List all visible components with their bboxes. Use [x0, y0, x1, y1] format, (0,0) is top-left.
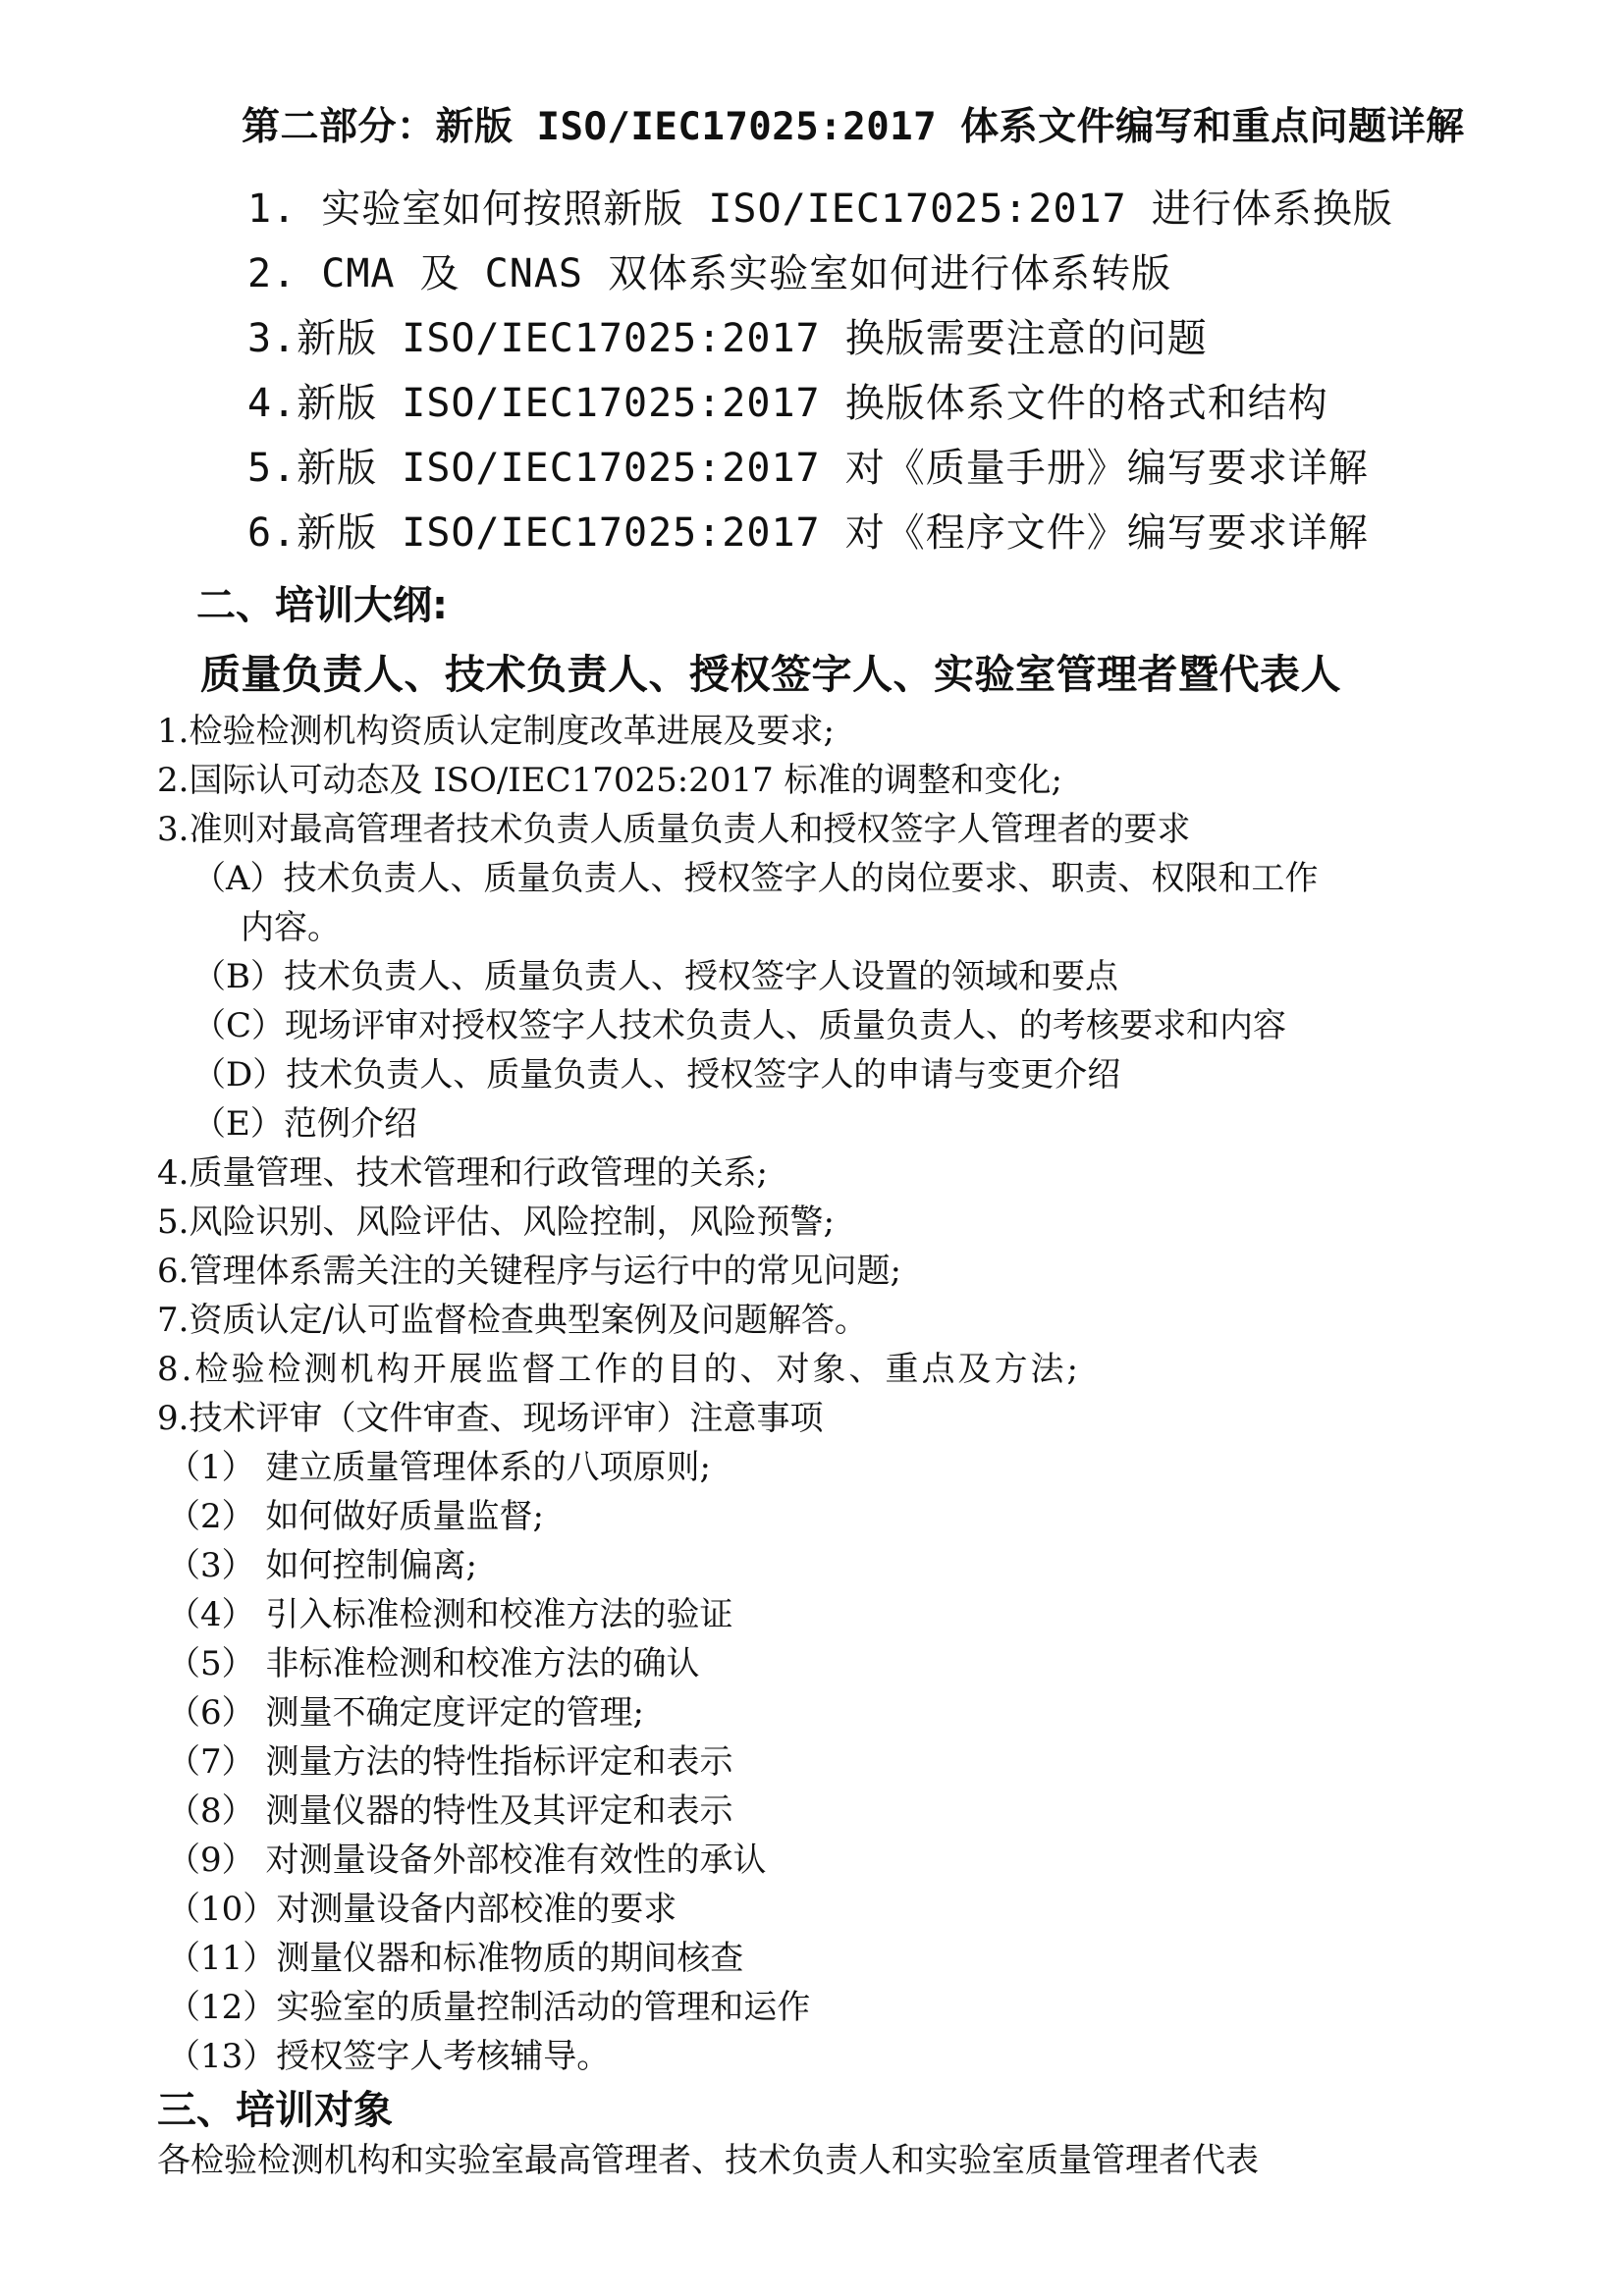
outline-item: 8.检验检测机构开展监督工作的目的、对象、重点及方法;: [157, 1350, 1081, 1389]
outline-sub-item: （D）技术负责人、质量负责人、授权签字人的申请与变更介绍: [192, 1055, 1121, 1095]
review-item: （4） 引入标准检测和校准方法的验证: [167, 1595, 733, 1634]
outline-item: 1.检验检测机构资质认定制度改革进展及要求;: [157, 712, 835, 751]
outline-item: 3.准则对最高管理者技术负责人质量负责人和授权签字人管理者的要求: [157, 810, 1191, 849]
part-two-item: 1. 实验室如何按照新版 ISO/IEC17025:2017 进行体系换版: [247, 187, 1393, 232]
review-item: （6） 测量不确定度评定的管理;: [167, 1693, 644, 1733]
review-item: （1） 建立质量管理体系的八项原则;: [167, 1448, 711, 1487]
outline-heading: 二、培训大纲:: [196, 583, 448, 628]
audience-text: 各检验检测机构和实验室最高管理者、技术负责人和实验室质量管理者代表: [157, 2141, 1259, 2180]
outline-subheading: 质量负责人、技术负责人、授权签字人、实验室管理者暨代表人: [200, 651, 1341, 698]
review-item: （2） 如何做好质量监督;: [167, 1497, 544, 1536]
part-two-item: 2. CMA 及 CNAS 双体系实验室如何进行体系转版: [247, 251, 1172, 296]
outline-item: 4.质量管理、技术管理和行政管理的关系;: [157, 1153, 768, 1193]
review-item: （7） 测量方法的特性指标评定和表示: [167, 1742, 733, 1782]
part-two-item: 6.新版 ISO/IEC17025:2017 对《程序文件》编写要求详解: [247, 510, 1369, 556]
review-item: （9） 对测量设备外部校准有效性的承认: [167, 1841, 767, 1880]
review-item: （10）对测量设备内部校准的要求: [167, 1890, 677, 1929]
review-item: （3） 如何控制偏离;: [167, 1546, 477, 1585]
review-item: （11）测量仪器和标准物质的期间核查: [167, 1939, 744, 1978]
outline-sub-item: （A）技术负责人、质量负责人、授权签字人的岗位要求、职责、权限和工作: [192, 859, 1319, 898]
review-item: （12）实验室的质量控制活动的管理和运作: [167, 1988, 811, 2027]
part-two-title: 第二部分：新版 ISO/IEC17025:2017 体系文件编写和重点问题详解: [242, 105, 1465, 149]
outline-sub-item: （C）现场评审对授权签字人技术负责人、质量负责人、的考核要求和内容: [192, 1006, 1287, 1045]
outline-sub-item: （E）范例介绍: [192, 1104, 417, 1144]
audience-heading: 三、培训对象: [157, 2088, 393, 2133]
review-item: （5） 非标准检测和校准方法的确认: [167, 1644, 700, 1683]
outline-item: 5.风险识别、风险评估、风险控制，风险预警;: [157, 1202, 835, 1242]
outline-sub-item: 内容。: [241, 908, 341, 947]
review-item: （8） 测量仪器的特性及其评定和表示: [167, 1791, 733, 1831]
outline-item: 9.技术评审（文件审查、现场评审）注意事项: [157, 1399, 824, 1438]
outline-item: 7.资质认定/认可监督检查典型案例及问题解答。: [157, 1301, 868, 1340]
part-two-item: 3.新版 ISO/IEC17025:2017 换版需要注意的问题: [247, 316, 1208, 361]
review-item: （13）授权签字人考核辅导。: [167, 2037, 611, 2076]
outline-item: 2.国际认可动态及 ISO/IEC17025:2017 标准的调整和变化;: [157, 761, 1062, 800]
part-two-item: 5.新版 ISO/IEC17025:2017 对《质量手册》编写要求详解: [247, 446, 1369, 491]
outline-sub-item: （B）技术负责人、质量负责人、授权签字人设置的领域和要点: [192, 957, 1118, 996]
outline-item: 6.管理体系需关注的关键程序与运行中的常见问题;: [157, 1252, 901, 1291]
part-two-item: 4.新版 ISO/IEC17025:2017 换版体系文件的格式和结构: [247, 381, 1328, 426]
